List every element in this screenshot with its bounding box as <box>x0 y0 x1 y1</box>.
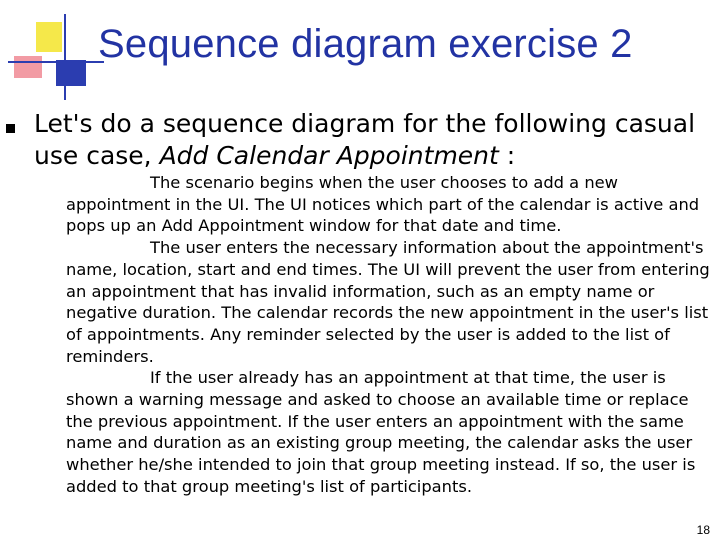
slide-title: Sequence diagram exercise 2 <box>98 22 633 66</box>
square-bullet-icon <box>6 124 15 133</box>
page-number: 18 <box>696 523 710 537</box>
use-case-name: Add Calendar Appointment <box>159 141 499 170</box>
decorative-squares-logo <box>0 0 110 110</box>
bullet-text-suffix: : <box>498 141 516 170</box>
bullet-text-prefix: Let's do a sequence diagram for the following casual use case, <box>34 109 696 170</box>
scenario-paragraph: The scenario begins when the user chooses to add a new appointment in the UI. The UI notices which part of the calendar is active and pops up an Add Appointment window for that date and time. <box>66 173 700 236</box>
scenario-paragraph: The user enters the necessary information about the appointment's name, location, start and end times. The UI will prevent the user from entering an appointment that has invalid information, such as an empty name or negative duration. The calendar records the new appointment in the user's list of appointments. Any reminder selected by the user is added to the list of reminders. <box>66 238 710 366</box>
scenario-text <box>66 172 716 498</box>
scenario-paragraph: If the user already has an appointment at that time, the user is shown a warning message and asked to choose an available time or replace the previous appointment. If the user enters an appointment with the same name and duration as an existing group meeting, the calendar asks the user whether he/she intended to join that group meeting instead. If so, the user is added to that group meeting's list of participants. <box>66 368 696 496</box>
bullet-text <box>34 108 704 172</box>
